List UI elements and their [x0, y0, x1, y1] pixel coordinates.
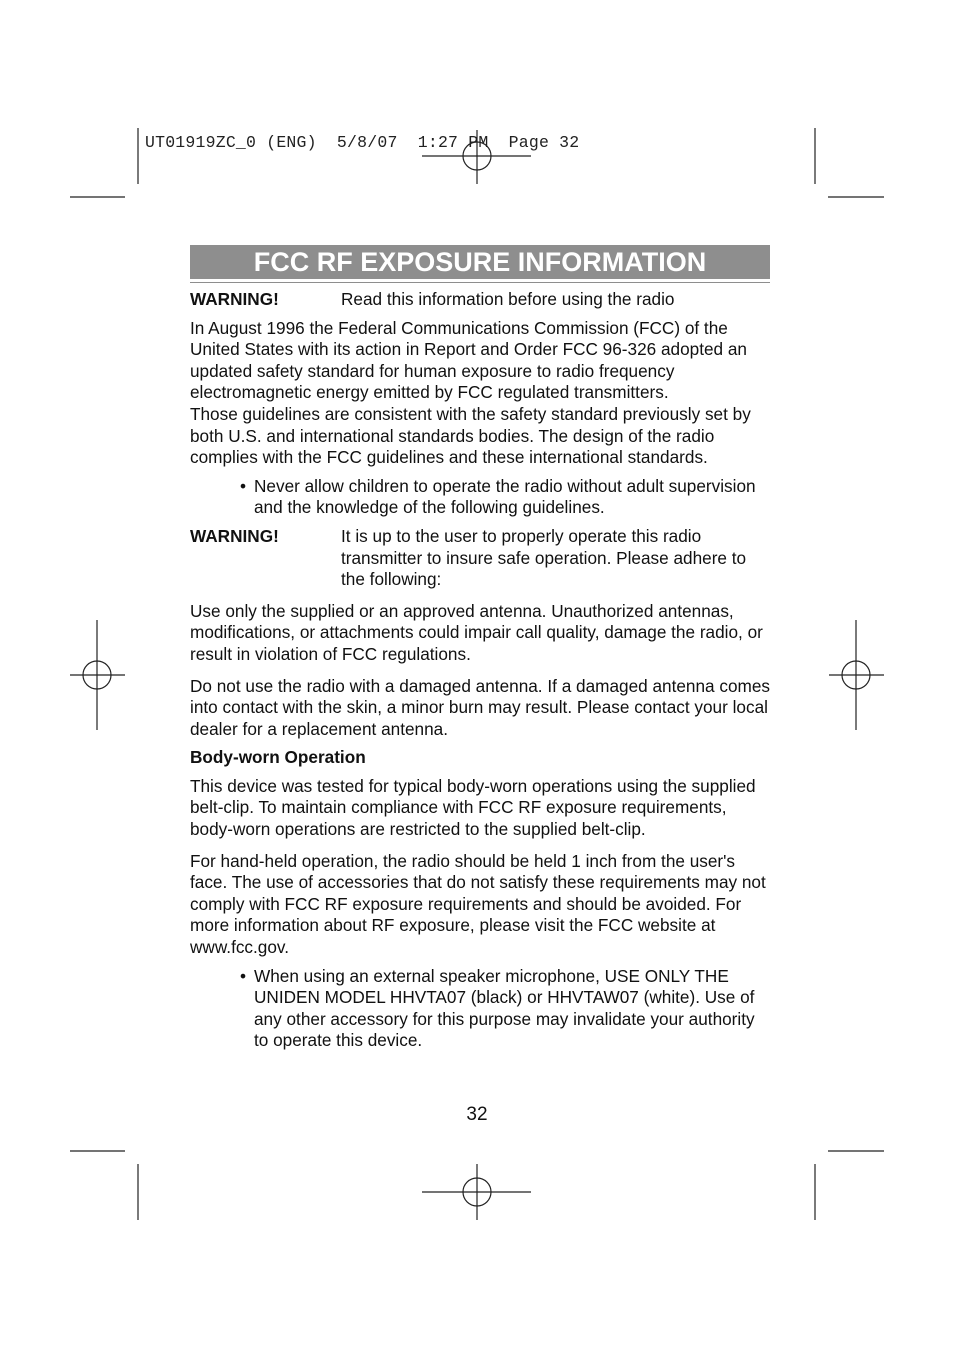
paragraph-hand-held-operation: For hand-held operation, the radio should be held 1 inch from the user's face. The use of accessories that do not satisfy these requirements may not comply with FCC RF exposure requirements and should be avoided. For more information about RF exposure, please visit the FCC website at www.fcc.gov.: [190, 850, 766, 958]
paragraph-fcc-history: In August 1996 the Federal Communications Commission (FCC) of the United States with its action in Report and Order FCC 96-326 adopted an updated safety standard for human exposure to radio frequency electromagnetic energy emitted by FCC regulated transmitters.: [190, 317, 747, 403]
bullet-text: Never allow children to operate the radio without adult supervision and the knowledge of the following guidelines.: [254, 475, 756, 518]
warning-read-before-use: [190, 289, 770, 311]
page-number: 32: [466, 1104, 488, 1125]
bullet-children-supervision: [240, 476, 770, 519]
registration-mark-left: [70, 620, 125, 730]
warning-label: WARNING!: [190, 525, 279, 546]
warning-user-responsibility: [190, 526, 770, 591]
registration-mark-right: [829, 620, 884, 730]
paragraph-guidelines-consistent: Those guidelines are consistent with the safety standard previously set by both U.S. and international standards bodies. The design of the radio complies with the FCC guidelines and these international standards.: [190, 403, 751, 468]
title-underline: [190, 279, 770, 283]
main-content: [190, 245, 770, 1052]
registration-mark-bottom: [422, 1164, 531, 1220]
paragraph-body-worn-testing: This device was tested for typical body-worn operations using the supplied belt-clip. To maintain compliance with FCC RF exposure requirements, body-worn operations are restricted to the supplied belt-clip.: [190, 775, 756, 840]
warning-text: It is up to the user to properly operate this radio transmitter to insure safe operation. Please adhere to the following:: [341, 525, 747, 590]
paragraph-approved-antenna: Use only the supplied or an approved antenna. Unauthorized antennas, modifications, or attachments could impair call quality, damage the radio, or result in violation of FCC regulations.: [190, 600, 763, 664]
bullet-text: When using an external speaker microphone, USE ONLY THE UNIDEN MODEL HHVTA07 (black) or HHVTAW07 (white). Use of any other accessory for this purpose may invalidate your authority to operate this device.: [254, 965, 755, 1051]
warning-text: Read this information before using the radio: [341, 289, 675, 309]
warning-label: WARNING!: [190, 289, 279, 309]
subheading-body-worn: Body-worn Operation: [190, 747, 366, 768]
registration-mark-top: [422, 130, 531, 184]
paragraph-damaged-antenna: Do not use the radio with a damaged antenna. If a damaged antenna comes into contact with the skin, a minor burn may result. Please contact your local dealer for a replacement antenna.: [190, 675, 770, 739]
bullet-speaker-microphone: [240, 966, 770, 1052]
print-slug-line: UT01919ZC_0 (ENG) 5/8/07 1:27 PM Page 32: [145, 133, 580, 152]
bullet-dot: •: [240, 475, 247, 496]
bullet-dot: •: [240, 965, 247, 986]
section-title: FCC RF EXPOSURE INFORMATION: [190, 245, 770, 279]
